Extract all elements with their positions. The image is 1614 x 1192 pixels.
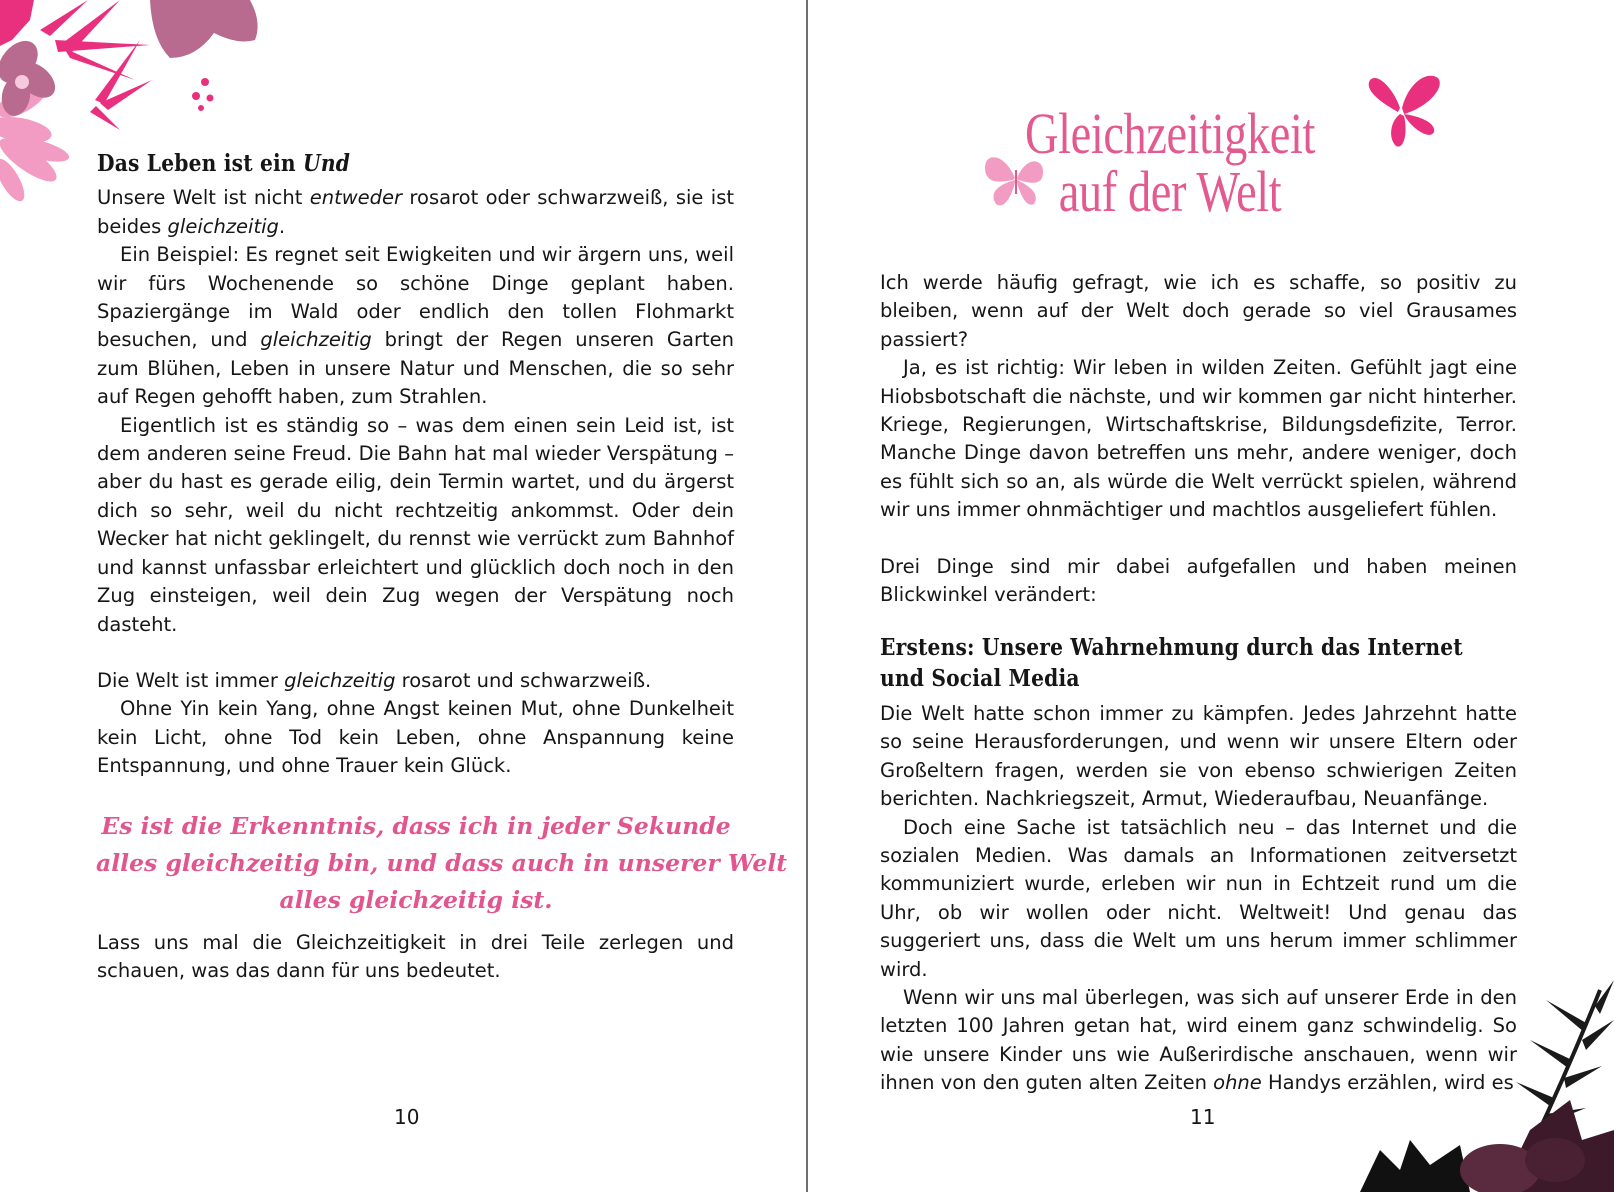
paragraph-text: Handys erzählen, wird es [1261, 1071, 1514, 1095]
section-heading-line: und Social Media [880, 665, 1080, 692]
body-paragraph [880, 700, 1517, 814]
chapter-title [980, 101, 1360, 224]
paragraph-text: Eigentlich ist es ständig so – was dem einen sein Leid ist, ist dem anderen seine Freud. Die Bahn hat mal wieder Verspätung – aber du hast es gerade eilig, dein Termin wartet, und du ärgerst dich so sehr, weil du nicht rechtzeitig ankommst. Oder dein Wecker hat nicht geklingelt, du rennst wie verrückt zum Bahnhof und kannst unfassbar erleichtert und glücklich doch noch in den Zug einsteigen, weil dein Zug wegen der Verspätung noch dasteht. [97, 413, 734, 636]
section-heading-line: Erstens: Unsere Wahrnehmung durch das Internet [880, 634, 1463, 661]
paragraph-text: Die Welt hatte schon immer zu kämpfen. Jedes Jahrzehnt hatte so seine Herausforderungen, und wenn wir unsere Eltern oder Großeltern fragen, werden sie von ebenso schwierigen Zeiten berichten. Nachkriegszeit, Armut, Wiederaufbau, Neuanfänge. [880, 702, 1517, 811]
body-paragraph [97, 695, 734, 780]
paragraph-text: Ohne Yin kein Yang, ohne Angst keinen Mut, ohne Dunkelheit kein Licht, ohne Tod kein Leben, ohne Anspannung keine Entspannung, und ohne Trauer kein Glück. [97, 697, 734, 778]
emphasis-text: gleichzeitig [284, 668, 396, 692]
body-paragraph [97, 184, 734, 241]
paragraph-text: Drei Dinge sind mir dabei aufgefallen und haben meinen Blickwinkel verändert: [880, 554, 1517, 607]
body-paragraph [97, 667, 734, 695]
leaf-branch-icon [1350, 980, 1614, 1192]
emphasis-text: entweder [309, 186, 403, 210]
body-paragraph [880, 814, 1517, 984]
paragraph-text: Wenn wir uns mal überlegen, was sich auf unserer Erde in den letzten 100 Jahren getan hat, wird einem ganz schwindelig. So wie unsere Kinder uns wie Außerirdische anschauen, wenn wir ihnen von den guten alten Zeiten [880, 986, 1517, 1095]
paragraph-text: rosarot und schwarzweiß. [395, 668, 652, 692]
paragraph-text: bringt der Regen unseren Garten zum Blühen, Leben in unsere Natur und Menschen, die so sehr auf Regen gehofft haben, zum Strahlen. [97, 328, 734, 409]
pull-quote [96, 808, 788, 919]
butterfly-icon [1360, 72, 1444, 150]
section-heading [880, 632, 1463, 694]
emphasis-text: gleichzeitig [167, 214, 279, 238]
body-paragraph [880, 269, 1517, 354]
page-number-left: 10 [394, 1105, 420, 1129]
section-heading-emphasis: Und [303, 150, 351, 177]
paragraph-text: Die Welt ist immer [97, 668, 285, 692]
paragraph-text: Ja, es ist richtig: Wir leben in wilden Zeiten. Gefühlt jagt eine Hiobsbotschaft die nächste, und wir kommen gar nicht hinterher. Kriege, Regierungen, Wirtschaftskrise, Bildungsdefizite, Terror. Manche Dinge davon betreffen uns mehr, andere weniger, doch es fühlt sich so an, als würde die Welt verrückt spielen, während wir uns immer ohnmächtiger und machtlos ausgeliefert fühlen. [880, 356, 1517, 522]
right-intro-paragraphs [880, 269, 1517, 609]
paragraph-text: . [278, 214, 286, 238]
left-body-bottom [97, 929, 734, 986]
body-paragraph [880, 553, 1517, 610]
emphasis-text: gleichzeitig [260, 328, 372, 352]
emphasis-text: ohne [1213, 1071, 1262, 1095]
body-paragraph [97, 412, 734, 639]
page-number-right: 11 [1190, 1105, 1216, 1129]
pull-quote-line: Es ist die Erkenntnis, dass ich in jeder Sekunde [101, 812, 731, 840]
body-paragraph [97, 241, 734, 411]
left-paragraphs [97, 184, 734, 780]
pull-quote-line: alles gleichzeitig ist. [279, 886, 553, 914]
pull-quote-line: alles gleichzeitig bin, und dass auch in unserer Welt [96, 849, 788, 877]
paragraph-text: Unsere Welt ist nicht [97, 186, 310, 210]
paragraph-text: Ich werde häufig gefragt, wie ich es schaffe, so positiv zu bleiben, wenn auf der Welt doch gerade so viel Grausames passiert? [880, 271, 1517, 351]
paragraph-text: Doch eine Sache ist tatsächlich neu – das Internet und die sozialen Medien. Was damals an Informationen zeitversetzt kommuniziert wurde, erleben wir nun in Echtzeit rund um die Uhr, ob wir wollen oder nicht. Weltweit! Und genau das suggeriert uns, dass die Welt um uns herum immer schlimmer wird. [880, 815, 1517, 981]
paragraph-text: Ein Beispiel: Es regnet seit Ewigkeiten und wir ärgern uns, weil wir fürs Wochenende so schöne Dinge geplant haben. Spaziergänge im Wald oder endlich den tollen Flohmarkt besuchen, und [97, 243, 734, 352]
chapter-title-line: Gleichzeitigkeit [1025, 101, 1315, 166]
right-body-intro [880, 269, 1517, 609]
section-heading [97, 150, 658, 178]
chapter-title-line: auf der Welt [1058, 159, 1282, 224]
section-heading-text: Das Leben ist ein [97, 150, 296, 177]
paragraph-text: rosarot oder schwarzweiß, sie ist beides [97, 186, 735, 238]
left-body-top [97, 150, 734, 781]
left-page [0, 0, 806, 1192]
body-paragraph [880, 354, 1517, 524]
closing-paragraph: Lass uns mal die Gleichzeitigkeit in drei Teile zerlegen und schauen, was das dann für uns bedeutet. [97, 931, 734, 983]
